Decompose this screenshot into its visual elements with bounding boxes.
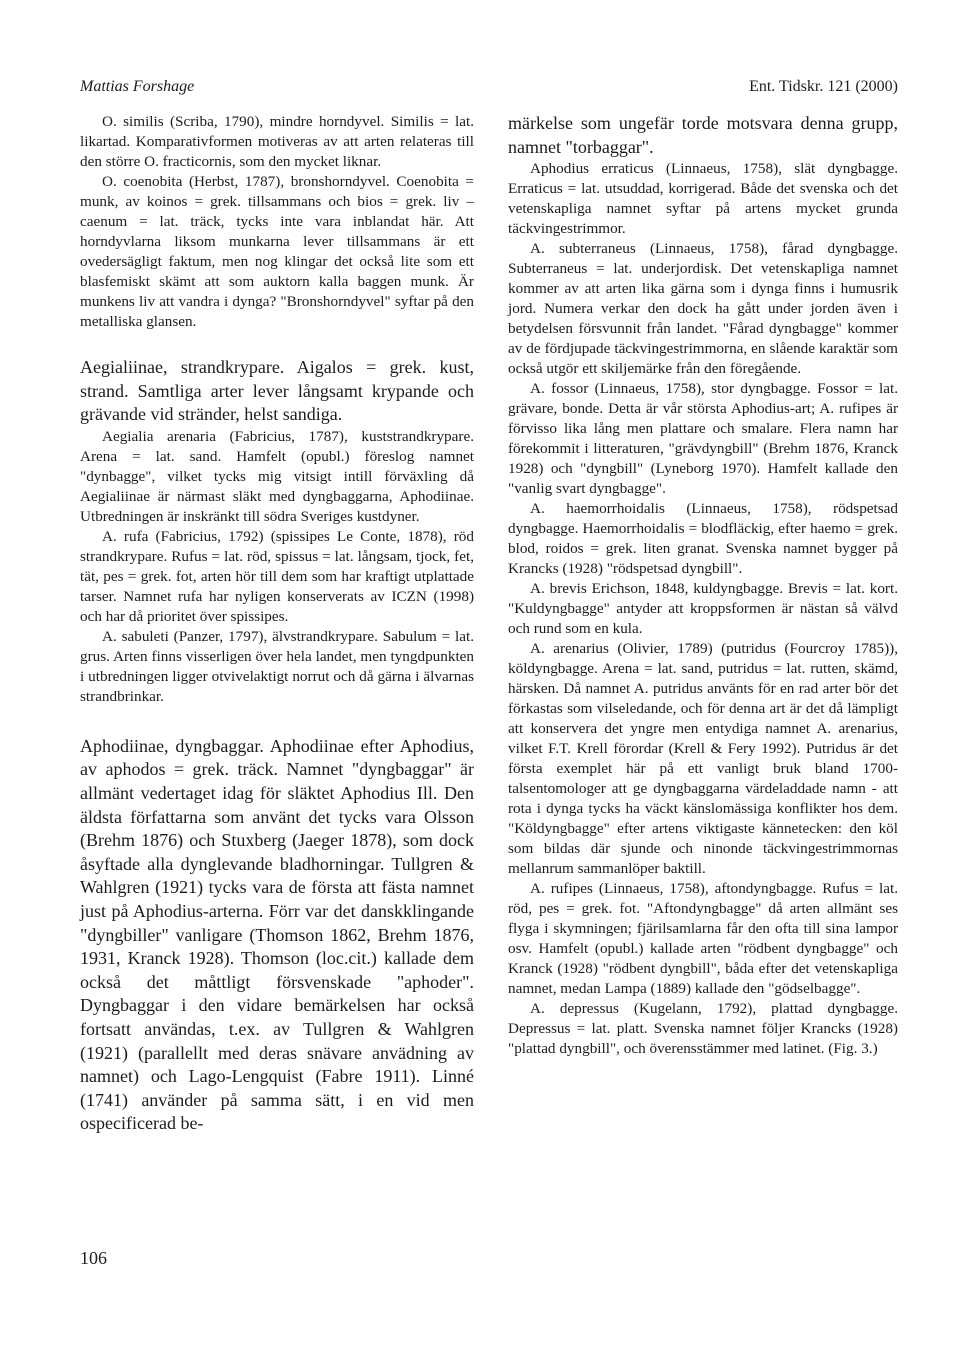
paragraph-a-sabuleti: A. sabuleti (Panzer, 1797), älvstrandkrypare. Sabulum = lat. grus. Arten finns visserligen över hela landet, men tyngdpunkten i utbredningen ligger otvivelaktigt norrut och då gärna i älvarnas strandbrinkar.: [80, 627, 474, 705]
paragraph-a-subterraneus: A. subterraneus (Linnaeus, 1758), fårad dyngbagge. Subterraneus = lat. underjordisk. Det vetenskapliga namnet kommer av att arten lika gärna som i dynga finns i humusrik jord. Numera verkar den dock ha gått under jorden även i betydelsen försvunnit från landet. "Fårad dyngbagge" kommer av de fördjupade täckvingestrimmorna, en slående karaktär som också utgör ett skiljemärke från den föregående.: [508, 240, 898, 378]
paragraph-aphodiinae: Aphodiinae, dyngbaggar. Aphodiinae efter Aphodius, av aphodos = grek. träck. Namnet "dyngbaggar" är allmänt vedertaget idag för släktet Aphodius Ill. Den äldsta författarna som använt det tycks vara Olsson (Brehm 1876) och Stuxberg (Jaeger 1878), som dock åsyftade alla dynglevande bladhorningar. Tullgren & Wahlgren (1921) tycks vara de första att fästa namnet just på Aphodius-arterna. Förr var det danskklingande "dyngbiller" vanligare (Thomson 1862, Brehm 1876, 1931, Kranck 1928). Thomson (loc.cit.) kallade dem också det måttligt försvenskade "aphoder". Dyngbaggar i den vidare bemärkelsen har också fortsatt användas, t.ex. av Tullgren & Wahlgren (1921) (parallellt med deras snävare anvädning av namnet) och Lago-Lengquist (Fabre 1911). Linné (1741) använder på samma sätt, i en vid men ospecificerad be-: [80, 735, 474, 1134]
right-column: [508, 112, 898, 1059]
running-header-author: Mattias Forshage: [80, 78, 195, 95]
page-number: 106: [80, 1248, 107, 1268]
paragraph-aphodius-erraticus: Aphodius erraticus (Linnaeus, 1758), slät dyngbagge. Erraticus = lat. utsuddad, korrigerad. Både det svenska och det vetenskapliga namnet syftar på artens mycket grunda täckvingestrimmor.: [508, 160, 898, 238]
paragraph-o-similis: O. similis (Scriba, 1790), mindre horndyvel. Similis = lat. likartad. Komparativformen motiveras av att arten relateras till den större O. fracticornis, som den mycket liknar.: [80, 113, 474, 170]
paragraph-o-coenobita: O. coenobita (Herbst, 1787), bronshorndyvel. Coenobita = munk, av koinos = grek. tillsammans och bios = grek. liv – caenum = lat. träck, tycks inte vara inblandat här. Att horndyvlarna liksom munkarna lever tillsammans är ett ovedersägligt faktum, men nog klingar det också lite som ett blasfemiskt skämt att som auktorn kalla baggen munk. Är munkens liv att vandra i dynga? "Bronshorndyvel" syftar på den metalliska glansen.: [80, 173, 474, 330]
paragraph-a-brevis: A. brevis Erichson, 1848, kuldyngbagge. Brevis = lat. kort. "Kuldyngbagge" antyder att kroppsformen är nästan så välvd och rund som en kula.: [508, 580, 898, 638]
paragraph-aegialiinae: Aegialiinae, strandkrypare. Aigalos = grek. kust, strand. Samtliga arter lever långsamt krypande och grävande vid stränder, helst sandiga.: [80, 357, 474, 425]
paragraph-continuation: märkelse som ungefär torde motsvara denna grupp, namnet "torbaggar".: [508, 113, 898, 157]
paragraph-a-rufipes: A. rufipes (Linnaeus, 1758), aftondyngbagge. Rufus = lat. röd, pes = grek. fot. "Aftondyngbagge" då arten allmänt ses flyga i skymningen; fjärilsamlarna får den ofta till sina lampor osv. Hamfelt (opubl.) kallade arten "rödbent dyngbagge" och Kranck (1928) "rödbent dyngbill", båda efter det vetenskapliga namnet, medan Lampa (1889) kallade den "gödselbagge".: [508, 880, 898, 998]
left-column: [80, 112, 474, 1136]
paragraph-aegialia-arenaria: Aegialia arenaria (Fabricius, 1787), kuststrandkrypare. Arena = lat. sand. Hamfelt (opubl.) föreslog namnet "dynbagge", vilket tycks mig vitsigt intill förväxling då Aegialiinae är närmast släkt med dyngbaggarna, Aphodiinae. Utbredningen är inskränkt till södra Sveriges kustdyner.: [80, 427, 474, 525]
paragraph-a-fossor: A. fossor (Linnaeus, 1758), stor dyngbagge. Fossor = lat. grävare, bonde. Detta är vår största Aphodius-art; A. rufipes är förvisso lika lång men plattare och smalare. Flera namn har förekommit i litteraturen, "grävdyngbill" (Brehm 1876, Kranck 1928) och "dyngbill" (Lyneborg 1970). Hamfelt kallade den "vanlig svart dyngbagge".: [508, 380, 898, 498]
paragraph-a-rufa: A. rufa (Fabricius, 1792) (spissipes Le Conte, 1878), röd strandkrypare. Rufus = lat. röd, spissus = lat. långsam, tjock, fet, tät, pes = grek. fot, arten hör till dem som har kraftigt utplattade tarser. Namnet rufa har nyligen konserverats av ICZN (1998) och har då prioritet över spissipes.: [80, 527, 474, 625]
running-header-journal: Ent. Tidskr. 121 (2000): [749, 78, 898, 95]
paragraph-a-haemorrhoidalis: A. haemorrhoidalis (Linnaeus, 1758), rödspetsad dyngbagge. Haemorrhoidalis = blodfläckig, efter haemo = grek. blod, roidos = grek. liten granat. Svenska namnet bygger på Krancks (1928) "rödspetsad dyngbill".: [508, 500, 898, 578]
paragraph-a-depressus: A. depressus (Kugelann, 1792), plattad dyngbagge. Depressus = lat. platt. Svenska namnet följer Krancks (1928) "plattad dyngbill", och överensstämmer med latinet. (Fig. 3.): [508, 1000, 898, 1058]
paragraph-a-arenarius: A. arenarius (Olivier, 1789) (putridus (Fourcroy 1785)), köldyngbagge. Arena = lat. sand, putridus = lat. rutten, skämd, härsken. Då namnet A. putridus använts för en rad arter bör det förkastas som vilseledande, och för denna art är det då lämpligt att konservera det yngre men entydiga namnet A. arenarius, vilket F.T. Krell förordar (Krell & Fery 1992). Putridus är det första exemplet här på ett vanligt bruk bland 1700-talsentomologer att ge dyngbaggarna värdeladdade namn - att rota i dynga tycks ha väckt känslomässiga konflikter hos dem. "Köldyngbagge" efter artens viktigaste kännetecken: den köl som bildas där sjunde och ninonde täckvingestrimmornas mellanrum sammanlöper baktill.: [508, 640, 898, 878]
